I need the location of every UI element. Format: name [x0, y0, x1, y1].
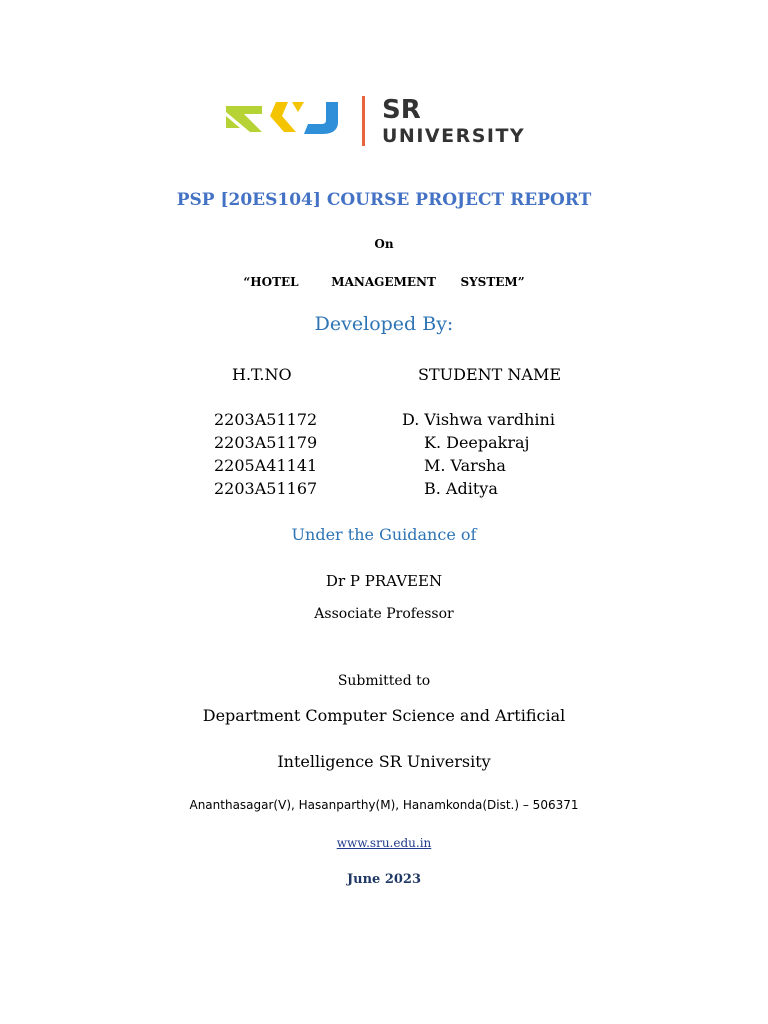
website-link[interactable]: www.sru.edu.in — [336, 836, 432, 850]
submission-date: June 2023 — [346, 872, 422, 887]
guidance-heading: Under the Guidance of — [291, 525, 477, 544]
on-label: On — [374, 237, 394, 251]
project-name: “HOTEL MANAGEMENT SYSTEM” — [243, 275, 525, 289]
guide-role: Associate Professor — [314, 606, 454, 622]
submitted-to-label: Submitted to — [337, 673, 431, 689]
student-name-column-header: STUDENT NAME — [418, 365, 561, 384]
logo-yellow-shape — [270, 102, 296, 132]
student-name: D. Vishwa vardhini — [402, 410, 555, 429]
department-line-1: Department Computer Science and Artificial — [202, 706, 566, 725]
logo-green-shape — [226, 106, 262, 132]
guide-name: Dr P PRAVEEN — [325, 572, 443, 590]
student-htno: 2205A41141 — [214, 456, 318, 475]
student-htno: 2203A51172 — [214, 410, 318, 429]
logo-sub: UNIVERSITY — [382, 125, 526, 147]
student-name: K. Deepakraj — [424, 433, 530, 452]
logo-name: SR — [382, 95, 421, 125]
htno-column-header: H.T.NO — [232, 365, 292, 384]
developed-by-heading: Developed By: — [314, 313, 454, 335]
logo-yellow-shape-2 — [292, 102, 304, 112]
logo-divider — [362, 96, 365, 146]
student-htno: 2203A51179 — [214, 433, 318, 452]
student-name: M. Varsha — [424, 456, 506, 475]
report-title: PSP [20ES104] COURSE PROJECT REPORT — [176, 190, 592, 210]
student-htno: 2203A51167 — [214, 479, 318, 498]
university-address: Ananthasagar(V), Hasanparthy(M), Hanamkonda(Dist.) – 506371 — [189, 798, 579, 812]
student-name: B. Aditya — [424, 479, 498, 498]
sr-university-logo — [222, 92, 552, 150]
logo-blue-shape — [304, 102, 338, 134]
department-line-2: Intelligence SR University — [277, 752, 491, 771]
